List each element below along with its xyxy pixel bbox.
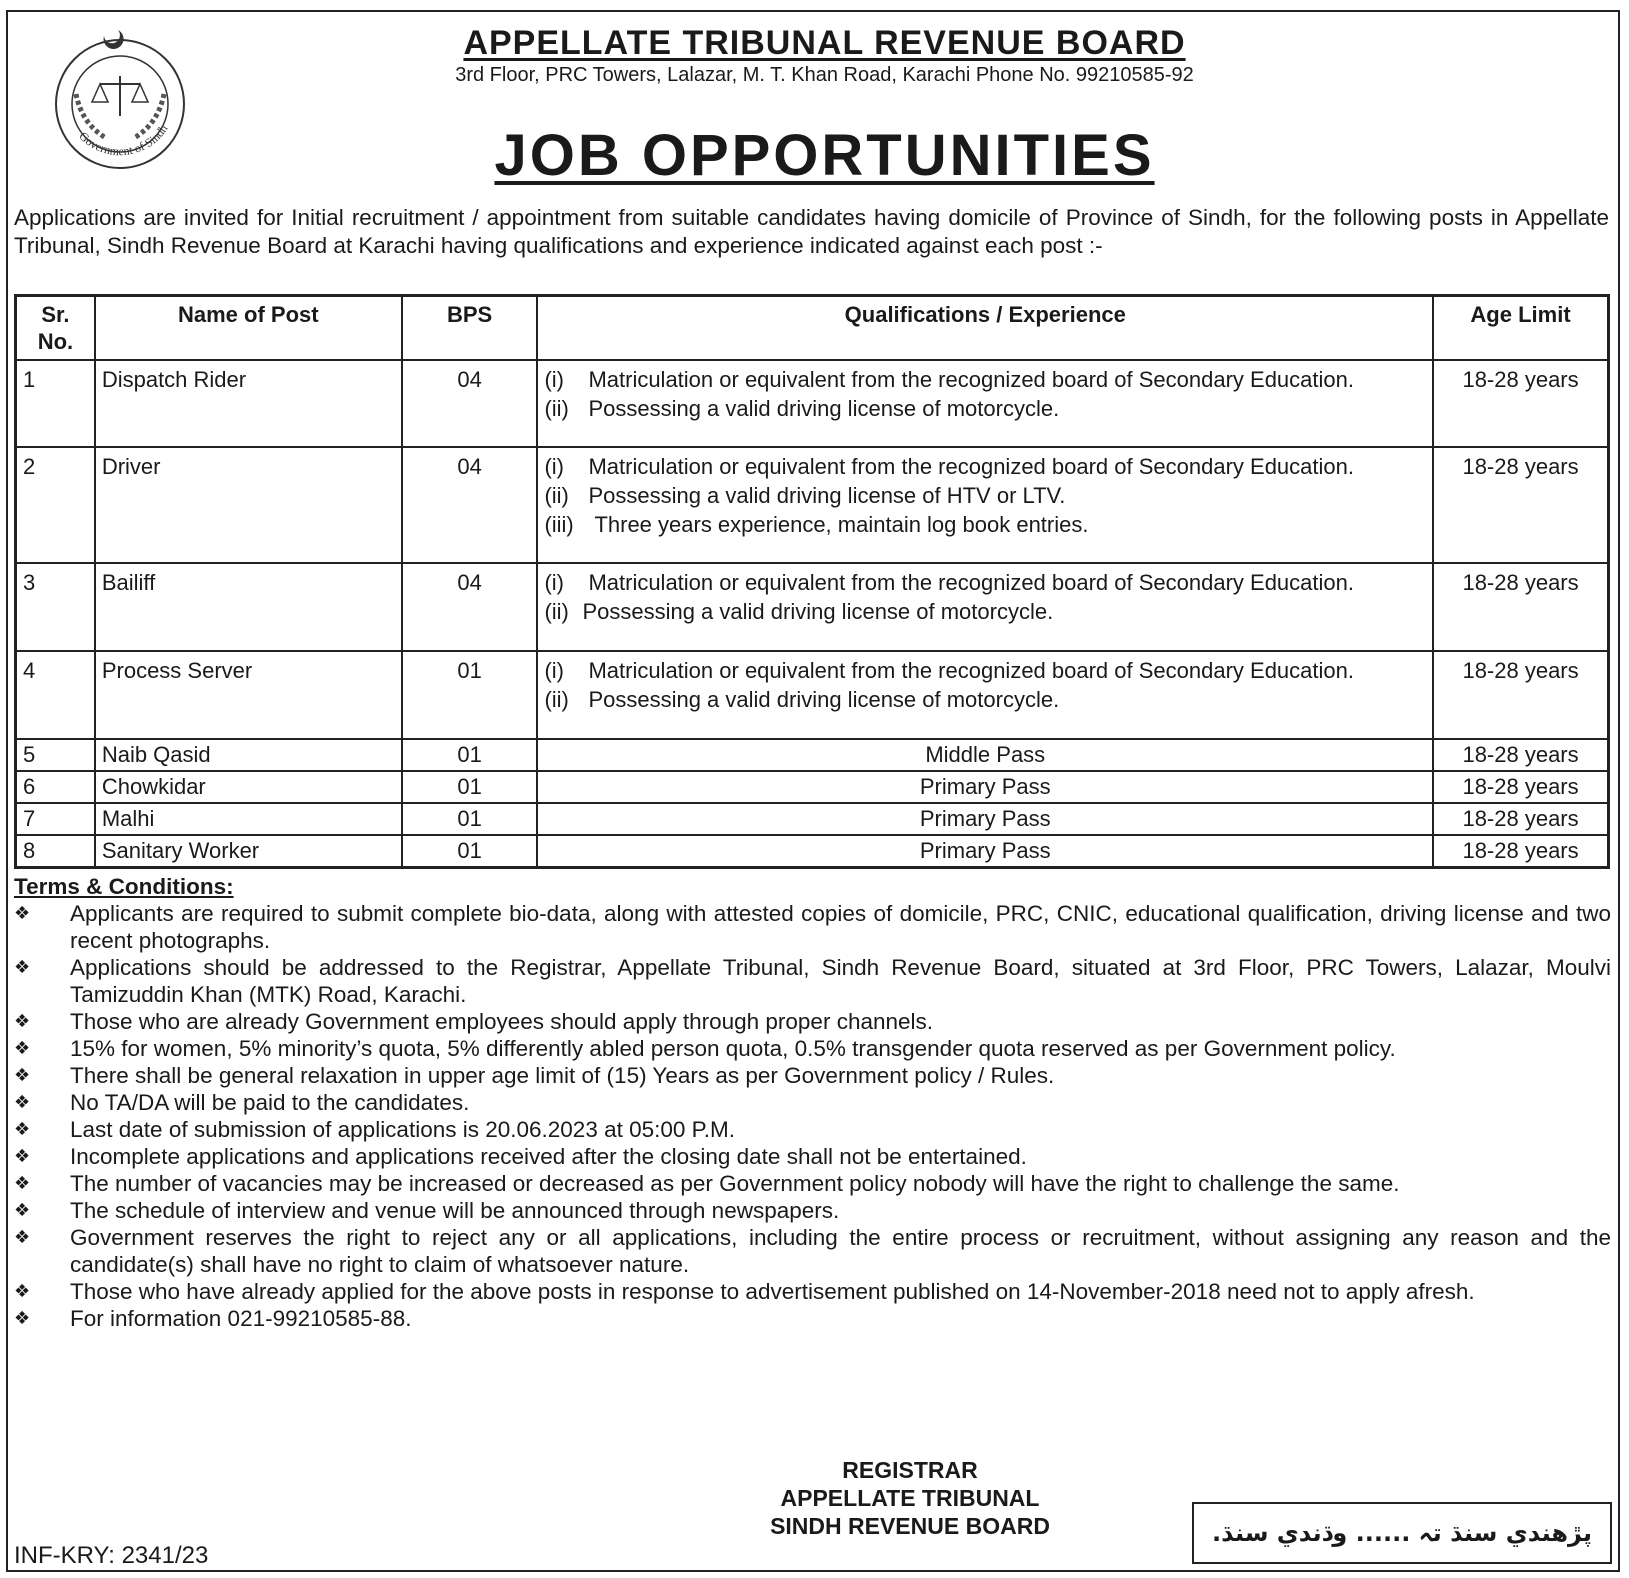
- sr-no: 1: [16, 360, 95, 447]
- table-header-row: [16, 296, 1609, 361]
- table-row: [16, 563, 1609, 651]
- list-item: [14, 1197, 1611, 1224]
- post-name: Naib Qasid: [95, 739, 402, 771]
- header-qualifications: Qualifications / Experience: [537, 296, 1433, 361]
- table-row: [16, 803, 1609, 835]
- term-text: Applicants are required to submit complete bio-data, along with attested copies of domicile, PRC, CNIC, educational qualification, driving license and two recent photographs.: [70, 901, 1611, 953]
- age-limit: 18-28 years: [1433, 651, 1608, 739]
- bps: 01: [402, 835, 538, 868]
- age-limit: 18-28 years: [1433, 771, 1608, 803]
- diamond-bullet-icon: ❖: [14, 1281, 31, 1301]
- sr-no: 8: [16, 835, 95, 868]
- signature-org-line2: SINDH REVENUE BOARD: [770, 1513, 1050, 1539]
- list-item: [14, 1008, 1611, 1035]
- table-row: [16, 360, 1609, 447]
- qualifications: Primary Pass: [537, 835, 1433, 868]
- qual-num: (iii): [544, 512, 574, 537]
- list-item: [14, 900, 1611, 954]
- list-item: [14, 1143, 1611, 1170]
- diamond-bullet-icon: ❖: [14, 1227, 31, 1247]
- diamond-bullet-icon: ❖: [14, 1065, 31, 1085]
- diamond-bullet-icon: ❖: [14, 1146, 31, 1166]
- table-row: [16, 771, 1609, 803]
- qual-text: Possessing a valid driving license of motorcycle.: [588, 687, 1060, 712]
- qual-num: (ii): [544, 599, 569, 624]
- diamond-bullet-icon: ❖: [14, 1308, 31, 1328]
- post-name: Sanitary Worker: [95, 835, 402, 868]
- qual-num: (i): [544, 570, 564, 595]
- post-name: Chowkidar: [95, 771, 402, 803]
- list-item: [14, 1305, 1611, 1332]
- age-limit: 18-28 years: [1433, 739, 1608, 771]
- post-name: Bailiff: [95, 563, 402, 651]
- diamond-bullet-icon: ❖: [14, 1173, 31, 1193]
- qual-text: Possessing a valid driving license of HTV or LTV.: [588, 483, 1066, 508]
- seal-text: Government of Sindh: [76, 122, 171, 159]
- age-limit: 18-28 years: [1433, 803, 1608, 835]
- post-name: Driver: [95, 447, 402, 563]
- list-item: [14, 1116, 1611, 1143]
- list-item: [14, 1170, 1611, 1197]
- age-limit: 18-28 years: [1433, 360, 1608, 447]
- diamond-bullet-icon: ❖: [14, 957, 31, 977]
- table-row: [16, 447, 1609, 563]
- qualifications: Primary Pass: [537, 771, 1433, 803]
- post-name: Malhi: [95, 803, 402, 835]
- qualifications: [537, 651, 1433, 739]
- table-row: [16, 739, 1609, 771]
- term-text: 15% for women, 5% minority’s quota, 5% differently abled person quota, 0.5% transgender quota reserved as per Government policy.: [70, 1036, 1396, 1061]
- header-post: Name of Post: [95, 296, 402, 361]
- term-text: For information 021-99210585-88.: [70, 1306, 412, 1331]
- term-text: The schedule of interview and venue will be announced through newspapers.: [70, 1198, 840, 1223]
- sr-no: 7: [16, 803, 95, 835]
- qual-num: (ii): [544, 483, 569, 508]
- diamond-bullet-icon: ❖: [14, 1119, 31, 1139]
- post-name: Process Server: [95, 651, 402, 739]
- header-age-limit: Age Limit: [1433, 296, 1608, 361]
- organization-title: APPELLATE TRIBUNAL REVENUE BOARD: [463, 24, 1186, 62]
- term-text: Those who are already Government employees should apply through proper channels.: [70, 1009, 934, 1034]
- organization-address: 3rd Floor, PRC Towers, Lalazar, M. T. Khan Road, Karachi Phone No. 99210585-92: [455, 64, 1194, 86]
- list-item: [14, 1035, 1611, 1062]
- term-text: Last date of submission of applications is 20.06.2023 at 05:00 P.M.: [70, 1117, 736, 1142]
- terms-heading: Terms & Conditions:: [14, 874, 234, 899]
- page-heading: JOB OPPORTUNITIES: [494, 123, 1155, 188]
- qual-text: Possessing a valid driving license of motorcycle.: [582, 599, 1054, 624]
- bps: 01: [402, 651, 538, 739]
- signature-block: [600, 1456, 1220, 1540]
- qualifications: Primary Pass: [537, 803, 1433, 835]
- term-text: There shall be general relaxation in upper age limit of (15) Years as per Government policy / Rules.: [70, 1063, 1055, 1088]
- bps: 04: [402, 360, 538, 447]
- qualifications: [537, 447, 1433, 563]
- diamond-bullet-icon: ❖: [14, 1038, 31, 1058]
- qual-text: Matriculation or equivalent from the recognized board of Secondary Education.: [588, 658, 1354, 683]
- bps: 04: [402, 447, 538, 563]
- bps: 01: [402, 803, 538, 835]
- intro-paragraph: Applications are invited for Initial recruitment / appointment from suitable candidates having domicile of Province of Sindh, for the following posts in Appellate Tribunal, Sindh Revenue Board at Karachi having qualifications and experience indicated against each post :-: [14, 205, 1609, 258]
- terms-list: [14, 900, 1611, 1332]
- qual-text: Matriculation or equivalent from the recognized board of Secondary Education.: [588, 367, 1354, 392]
- term-text: The number of vacancies may be increased or decreased as per Government policy nobody will have the right to challenge the same.: [70, 1171, 1400, 1196]
- age-limit: 18-28 years: [1433, 835, 1608, 868]
- header-sr-no: Sr. No.: [16, 296, 95, 361]
- qual-num: (i): [544, 658, 564, 683]
- list-item: [14, 1224, 1611, 1278]
- sr-no: 3: [16, 563, 95, 651]
- term-text: Applications should be addressed to the Registrar, Appellate Tribunal, Sindh Revenue Board, situated at 3rd Floor, PRC Towers, Lalazar, Moulvi Tamizuddin Khan (MTK) Road, Karachi.: [70, 955, 1611, 1007]
- diamond-bullet-icon: ❖: [14, 1011, 31, 1031]
- term-text: Incomplete applications and applications received after the closing date shall not be entertained.: [70, 1144, 1027, 1169]
- sr-no: 2: [16, 447, 95, 563]
- qualifications: Middle Pass: [537, 739, 1433, 771]
- bps: 04: [402, 563, 538, 651]
- list-item: [14, 1062, 1611, 1089]
- diamond-bullet-icon: ❖: [14, 903, 31, 923]
- qual-text: Matriculation or equivalent from the recognized board of Secondary Education.: [588, 570, 1354, 595]
- sindhi-slogan-box: [1192, 1502, 1612, 1564]
- qual-num: (i): [544, 367, 564, 392]
- age-limit: 18-28 years: [1433, 447, 1608, 563]
- sindhi-slogan: پڙهندي سنڌ تہ ...... وڌندي سنڌ.: [1212, 1519, 1592, 1547]
- signature-title: REGISTRAR: [842, 1457, 978, 1483]
- qual-text: Matriculation or equivalent from the recognized board of Secondary Education.: [588, 454, 1354, 479]
- term-text: Government reserves the right to reject any or all applications, including the entire process or recruitment, without assigning any reason and the candidate(s) shall have no right to claim of whatsoever nature.: [70, 1225, 1611, 1277]
- sr-no: 4: [16, 651, 95, 739]
- qual-text: Three years experience, maintain log book entries.: [594, 512, 1089, 537]
- post-name: Dispatch Rider: [95, 360, 402, 447]
- advertisement-reference: INF-KRY: 2341/23: [14, 1542, 209, 1569]
- qual-num: (ii): [544, 396, 569, 421]
- list-item: [14, 954, 1611, 1008]
- list-item: [14, 1278, 1611, 1305]
- posts-table: [14, 294, 1610, 869]
- list-item: [14, 1089, 1611, 1116]
- table-row: [16, 651, 1609, 739]
- bps: 01: [402, 739, 538, 771]
- qual-num: (ii): [544, 687, 569, 712]
- qual-text: Possessing a valid driving license of motorcycle.: [588, 396, 1060, 421]
- bps: 01: [402, 771, 538, 803]
- diamond-bullet-icon: ❖: [14, 1092, 31, 1112]
- signature-org-line1: APPELLATE TRIBUNAL: [780, 1485, 1040, 1511]
- term-text: No TA/DA will be paid to the candidates.: [70, 1090, 470, 1115]
- age-limit: 18-28 years: [1433, 563, 1608, 651]
- qualifications: [537, 563, 1433, 651]
- qual-num: (i): [544, 454, 564, 479]
- term-text: Those who have already applied for the above posts in response to advertisement published on 14-November-2018 need not to apply afresh.: [70, 1279, 1475, 1304]
- table-row: [16, 835, 1609, 868]
- sr-no: 6: [16, 771, 95, 803]
- diamond-bullet-icon: ❖: [14, 1200, 31, 1220]
- sr-no: 5: [16, 739, 95, 771]
- header-bps: BPS: [402, 296, 538, 361]
- qualifications: [537, 360, 1433, 447]
